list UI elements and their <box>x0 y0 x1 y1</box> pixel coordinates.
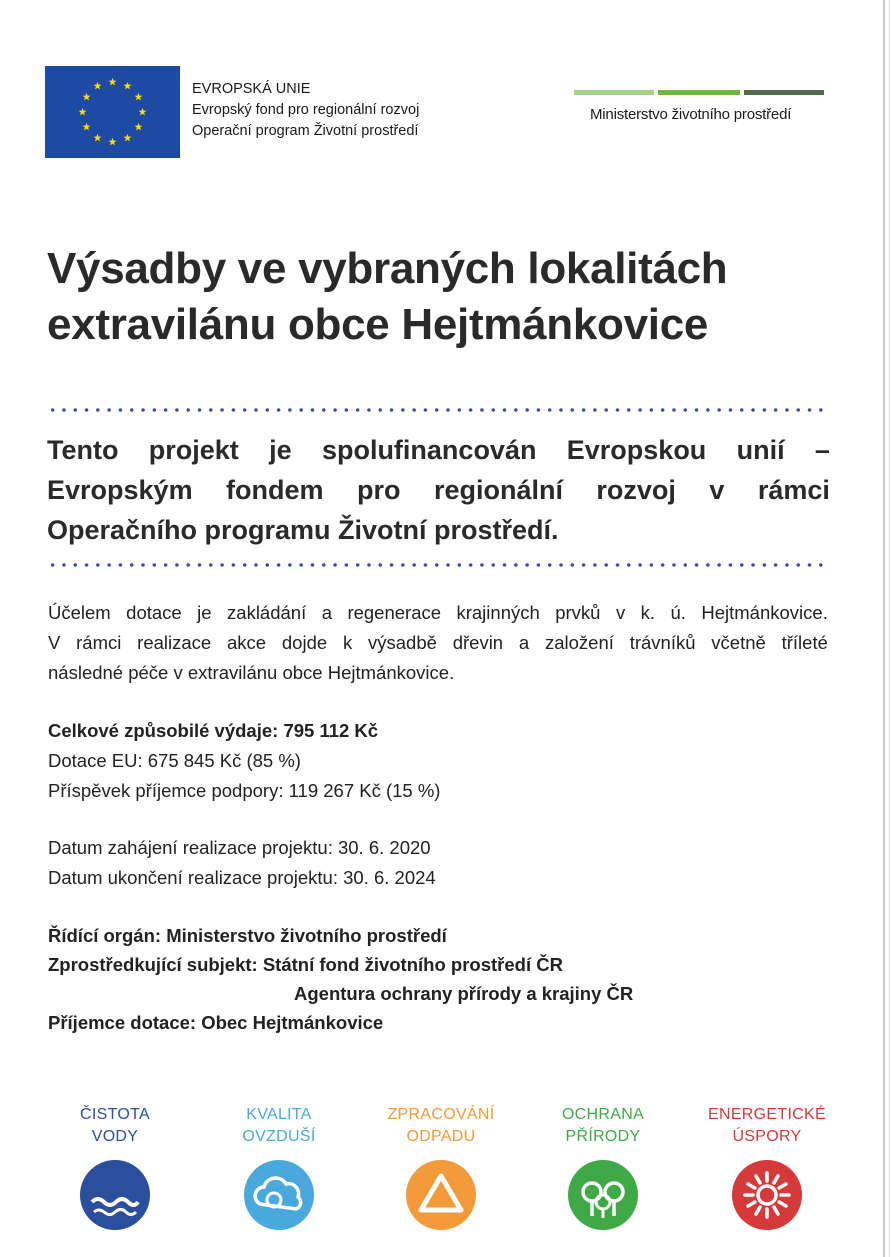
word: zakládání <box>227 602 307 623</box>
eu-subsidy: Dotace EU: 675 845 Kč (85 %) <box>48 750 301 771</box>
topic-water <box>40 1104 190 1230</box>
eu-flag-logo <box>45 66 180 158</box>
trees-icon <box>568 1160 638 1230</box>
word: v <box>615 602 626 623</box>
word: Tento <box>47 435 119 465</box>
cofinancing-statement <box>47 430 830 550</box>
topic-label-line: KVALITA <box>246 1106 312 1123</box>
word: regenerace <box>347 602 442 623</box>
word: fondem <box>226 475 324 505</box>
sun-ray <box>779 1202 786 1206</box>
topic-label-line: OCHRANA <box>561 1106 645 1123</box>
cofinancing-line <box>47 470 830 510</box>
eu-star-icon <box>94 134 102 142</box>
word: a <box>518 632 530 653</box>
scan-edge <box>889 0 890 1257</box>
topic-label <box>204 1104 354 1150</box>
sun-ray <box>774 1176 778 1183</box>
word: realizace <box>137 632 212 653</box>
finance-section <box>48 716 440 806</box>
intermediary-body: Zprostředkující subjekt: Státní fond životního prostředí ČR <box>48 954 563 975</box>
topic-label <box>366 1104 516 1150</box>
eu-line: Operační program Životní prostředí <box>192 123 419 139</box>
word: tříleté <box>781 632 828 653</box>
intermediary-body-2: Agentura ochrany přírody a krajiny ČR <box>294 983 634 1004</box>
eu-line: EVROPSKÁ UNIE <box>192 81 311 97</box>
word: V <box>48 632 61 653</box>
topic-energy <box>692 1104 842 1230</box>
title-line: Výsadby ve vybraných lokalitách <box>47 244 728 293</box>
recipient-contribution: Příspěvek příjemce podpory: 119 267 Kč (15 %) <box>48 780 441 801</box>
eu-star-icon <box>83 123 91 131</box>
topic-nature <box>528 1104 678 1230</box>
purpose-paragraph <box>48 598 828 688</box>
title-line: extravilánu obce Hejtmánkovice <box>47 300 709 349</box>
grant-recipient: Příjemce dotace: Obec Hejtmánkovice <box>48 1012 384 1033</box>
word: unií <box>736 435 785 465</box>
topic-label-line: ENERGETICKÉ <box>708 1106 826 1123</box>
topic-label-line: ZPRACOVÁNÍ <box>387 1106 495 1123</box>
word: Evropským <box>47 475 193 505</box>
eu-star-icon <box>124 134 132 142</box>
word: regionální <box>433 475 563 505</box>
word: je <box>197 602 212 623</box>
word: včetně <box>711 632 766 653</box>
word: rozvoj <box>596 475 676 505</box>
eu-star-icon <box>109 78 117 86</box>
word: akce <box>227 632 267 653</box>
topic-label <box>528 1104 678 1150</box>
organizations-section <box>48 921 633 1037</box>
word: dotace <box>126 602 182 623</box>
eu-fund-text <box>192 79 419 142</box>
topic-label <box>40 1104 190 1150</box>
ministry-name: Ministerstvo životního prostředí <box>590 106 792 123</box>
purpose-line <box>48 598 828 628</box>
sun-icon <box>732 1160 802 1230</box>
word: krajinných <box>456 602 540 623</box>
cofinancing-line <box>47 430 830 470</box>
word: k. <box>640 602 656 623</box>
word: dřevin <box>452 632 504 653</box>
logo-bar <box>658 90 740 95</box>
eu-star-icon <box>94 82 102 90</box>
dotted-divider <box>47 563 829 567</box>
sun-ray <box>779 1184 786 1188</box>
ministry-logo-bars <box>574 90 824 95</box>
word: Hejtmánkovice. <box>701 602 828 623</box>
word: Účelem <box>48 602 111 623</box>
word: výsadbě <box>368 632 437 653</box>
topic-label-line: OVZDUŠÍ <box>242 1128 316 1145</box>
word: prvků <box>555 602 601 623</box>
sun-ray <box>756 1207 760 1214</box>
word: rámci <box>76 632 122 653</box>
topic-label-line: ČISTOTA <box>80 1106 150 1123</box>
water-drop-icon <box>80 1160 150 1230</box>
topic-label-line: ODPADU <box>406 1128 476 1145</box>
logo-bar <box>574 90 654 95</box>
dotted-divider <box>47 408 829 412</box>
topic-label <box>692 1104 842 1150</box>
purpose-line: následné péče v extravilánu obce Hejtmánkovice. <box>48 662 455 683</box>
start-date: Datum zahájení realizace projektu: 30. 6. 2020 <box>48 837 431 858</box>
sun-ray <box>774 1207 778 1214</box>
managing-authority: Řídící orgán: Ministerstvo životního prostředí <box>48 925 447 946</box>
word: ú. <box>670 602 686 623</box>
project-title <box>47 241 847 353</box>
word: trávníků <box>629 632 696 653</box>
purpose-line <box>48 628 828 658</box>
word: spolufinancován <box>321 435 537 465</box>
eu-star-icon <box>79 108 87 116</box>
end-date: Datum ukončení realizace projektu: 30. 6. 2024 <box>48 867 436 888</box>
word: – <box>814 435 830 465</box>
cloud-icon <box>244 1160 314 1230</box>
word: a <box>321 602 332 623</box>
topic-label-line: PŘÍRODY <box>565 1128 641 1145</box>
sun-ray <box>748 1184 755 1188</box>
eu-star-icon <box>134 123 142 131</box>
eu-star-icon <box>124 82 132 90</box>
word: v <box>709 475 725 505</box>
word: pro <box>356 475 401 505</box>
topic-label-line: ÚSPORY <box>732 1128 802 1145</box>
eu-star-icon <box>109 138 117 146</box>
recycle-triangle-icon <box>406 1160 476 1230</box>
eu-star-icon <box>134 93 142 101</box>
word: projekt <box>148 435 239 465</box>
word: dojde <box>281 632 328 653</box>
logo-bar <box>744 90 824 95</box>
word: je <box>269 435 292 465</box>
scan-edge <box>883 0 885 1257</box>
eu-star-icon <box>139 108 147 116</box>
word: k <box>342 632 353 653</box>
word: založení <box>544 632 614 653</box>
dates-section <box>48 833 436 893</box>
sun-ray <box>756 1176 760 1183</box>
sun-ray <box>748 1202 755 1206</box>
eu-star-icon <box>83 93 91 101</box>
eu-line: Evropský fond pro regionální rozvoj <box>192 102 420 118</box>
word: Evropskou <box>566 435 707 465</box>
topic-waste <box>366 1104 516 1230</box>
topic-label-line: VODY <box>91 1128 139 1145</box>
cofinancing-line: Operačního programu Životní prostředí. <box>47 515 559 545</box>
total-expenses: Celkové způsobilé výdaje: 795 112 Kč <box>48 720 379 741</box>
word: rámci <box>757 475 830 505</box>
topic-air <box>204 1104 354 1230</box>
